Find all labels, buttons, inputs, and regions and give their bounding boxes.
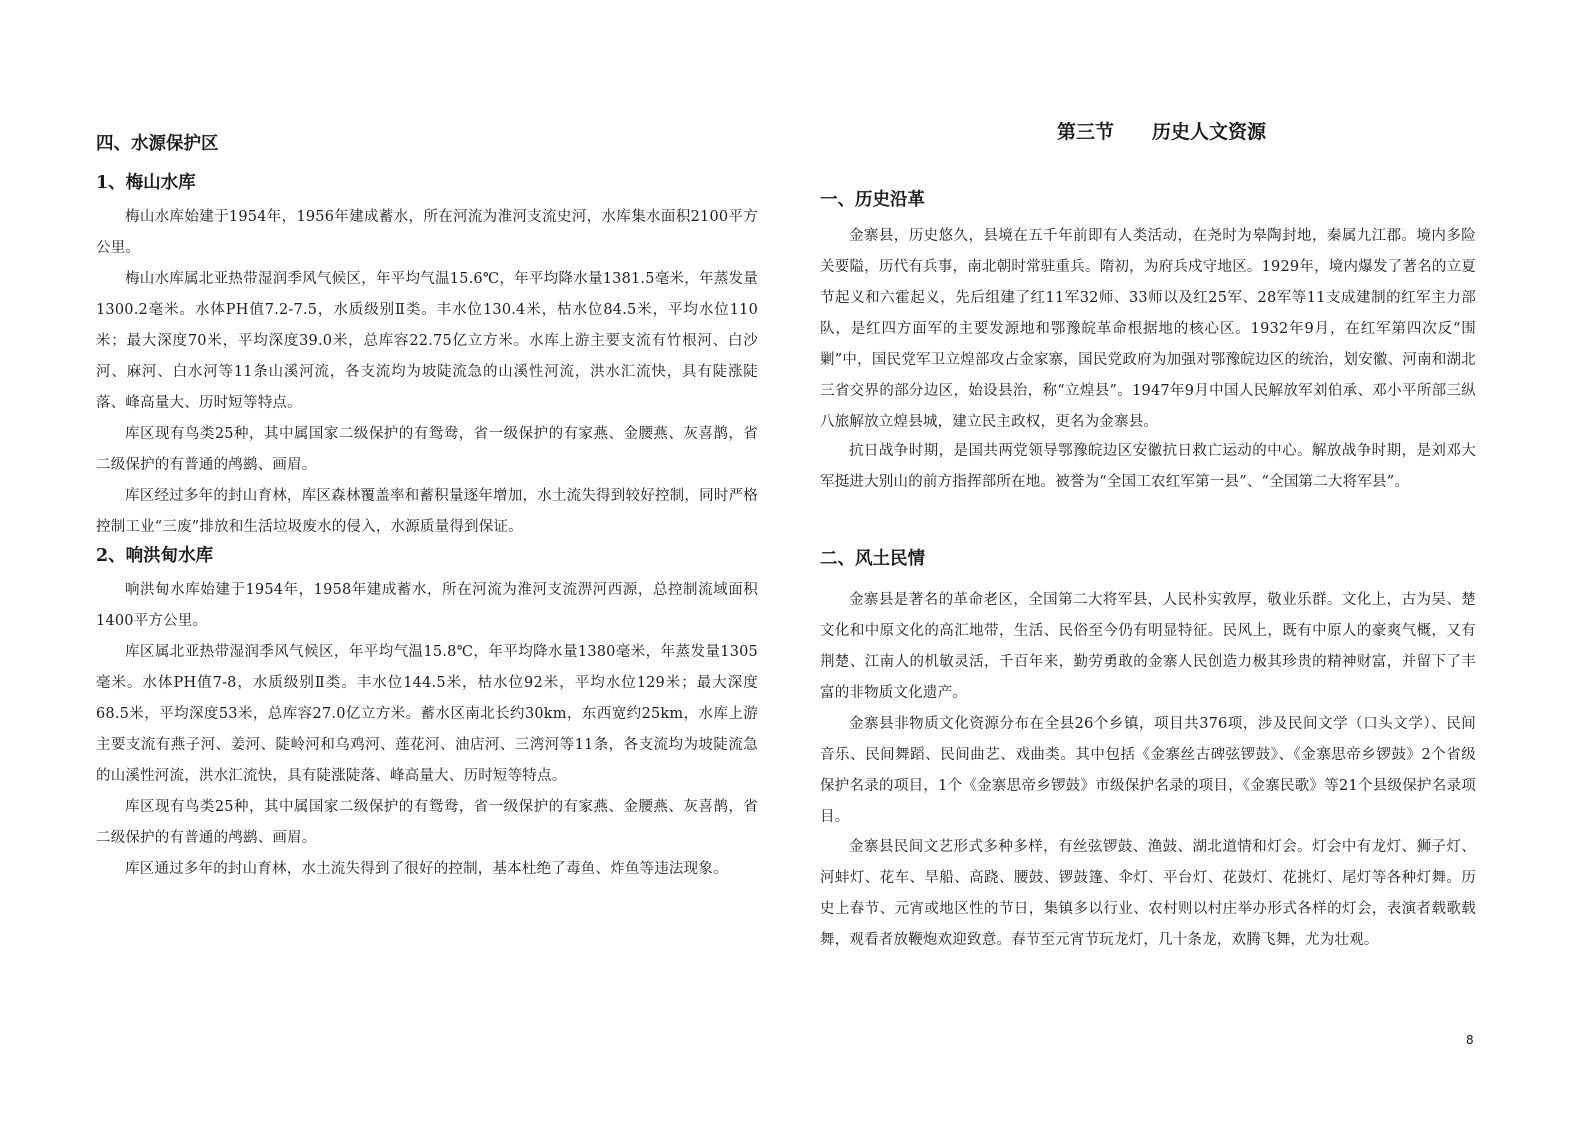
heading-history: 一、历史沿革 bbox=[820, 190, 925, 210]
paragraph: 金寨县民间文艺形式多种多样，有丝弦锣鼓、渔鼓、湖北道情和灯会。灯会中有龙灯、狮子灯、河蚌灯、花车、旱船、高跷、腰鼓、锣鼓篷、伞灯、平台灯、花鼓灯、花挑灯、尾灯等各种灯舞。历史上春节、元宵或地区性的节日，集镇多以行业、农村则以村庄举办形式各样的灯会，表演者载歌载舞，观看者放鞭炮欢迎致意。春节至元宵节玩龙灯，几十条龙，欢腾飞舞，尤为壮观。 bbox=[820, 839, 1476, 948]
heading-customs: 二、风土民情 bbox=[820, 549, 925, 569]
paragraph: 金寨县是著名的革命老区，全国第二大将军县，人民朴实敦厚，敬业乐群。文化上，古为吴、楚文化和中原文化的高汇地带，生活、民俗至今仍有明显特征。民风上，既有中原人的豪爽气概，又有荆楚、江南人的机敏灵活，千百年来，勤劳勇敢的金寨人民创造力极其珍贵的精神财富，并留下了丰富的非物质文化遗产。 bbox=[820, 592, 1476, 701]
paragraph: 金寨县非物质文化资源分布在全县26个乡镇，项目共376项，涉及民间文学（口头文学）、民间音乐、民间舞蹈、民间曲艺、戏曲类。其中包括《金寨丝古碑弦锣鼓》、《金寨思帝乡锣鼓》2个省级保护名录的项目，1个《金寨思帝乡锣鼓》市级保护名录的项目，《金寨民歌》等21个县级保护名录项目。 bbox=[820, 716, 1476, 825]
section-title: 第三节 历史人文资源 bbox=[1057, 121, 1267, 143]
paragraph: 响洪甸水库始建于1954年，1958年建成蓄水，所在河流为淮河支流淠河西源，总控制流域面积1400平方公里。 bbox=[96, 582, 758, 629]
paragraph: 库区经过多年的封山育林，库区森林覆盖率和蓄积量逐年增加，水土流失得到较好控制，同时严格控制工业“三废”排放和生活垃圾废水的侵入，水源质量得到保证。 bbox=[96, 488, 758, 535]
heading-water-protection: 四、水源保护区 bbox=[96, 134, 219, 154]
paragraph: 库区通过多年的封山育林，水土流失得到了很好的控制，基本杜绝了毒鱼、炸鱼等违法现象。 bbox=[125, 861, 728, 877]
paragraph: 金寨县，历史悠久，县境在五千年前即有人类活动，在尧时为皋陶封地，秦属九江郡。境内多险关要隘，历代有兵事，南北朝时常驻重兵。隋初，为府兵戍守地区。1929年，境内爆发了著名的立夏节起义和六霍起义，先后组建了红11军32师、33师以及红25军、28军等11支成建制的红军主力部队，是红四方面军的主要发源地和鄂豫皖革命根据地的核心区。1932年9月，在红军第四次反“围剿”中，国民党军卫立煌部攻占金家寨，国民党政府为加强对鄂豫皖边区的统治，划安徽、河南和湖北三省交界的部分边区，始设县治，称“立煌县”。1947年9月中国人民解放军刘伯承、邓小平所部三纵八旅解放立煌县城，建立民主政权，更名为金寨县。 bbox=[820, 228, 1476, 430]
paragraph: 梅山水库属北亚热带湿润季风气候区，年平均气温15.6℃，年平均降水量1381.5毫米，年蒸发量1300.2毫米。水体PH值7.2-7.5，水质级别Ⅱ类。丰水位130.4米，枯水位84.5米，平均水位110米；最大深度70米，平均深度39.0米，总库容22.75亿立方米。水库上游主要支流有竹根河、白沙河、麻河、白水河等11条山溪河流，各支流均为坡陡流急的山溪性河流，洪水汇流快，具有陡涨陡落、峰高量大、历时短等特点。 bbox=[96, 271, 758, 411]
paragraph: 库区现有鸟类25种，其中属国家二级保护的有鸳鸯，省一级保护的有家燕、金腰燕、灰喜鹊，省二级保护的有普通的鸬鹚、画眉。 bbox=[96, 799, 758, 846]
paragraph: 库区属北亚热带湿润季风气候区，年平均气温15.8℃，年平均降水量1380毫米，年蒸发量1305毫米。水体PH值7-8，水质级别Ⅱ类。丰水位144.5米，枯水位92米，平均水位129米；最大深度68.5米，平均深度53米，总库容27.0亿立方米。蓄水区南北长约30km，东西宽约25km，水库上游主要支流有燕子河、姜河、陡岭河和乌鸡河、莲花河、油店河、三湾河等11条，各支流均为坡陡流急的山溪性河流，洪水汇流快，具有陡涨陡落、峰高量大、历时短等特点。 bbox=[96, 644, 758, 784]
heading-meishan-reservoir: 1、梅山水库 bbox=[96, 173, 196, 193]
paragraph: 库区现有鸟类25种，其中属国家二级保护的有鸳鸯，省一级保护的有家燕、金腰燕、灰喜鹊，省二级保护的有普通的鸬鹚、画眉。 bbox=[96, 426, 758, 473]
page-number: 8 bbox=[1466, 1033, 1474, 1047]
heading-xianghongdian-reservoir: 2、响洪甸水库 bbox=[96, 546, 214, 566]
paragraph: 梅山水库始建于1954年，1956年建成蓄水，所在河流为淮河支流史河，水库集水面积2100平方公里。 bbox=[96, 209, 758, 256]
paragraph: 抗日战争时期，是国共两党领导鄂豫皖边区安徽抗日救亡运动的中心。解放战争时期，是刘邓大军挺进大别山的前方指挥部所在地。被誉为“全国工农红军第一县”、“全国第二大将军县”。 bbox=[820, 443, 1476, 490]
